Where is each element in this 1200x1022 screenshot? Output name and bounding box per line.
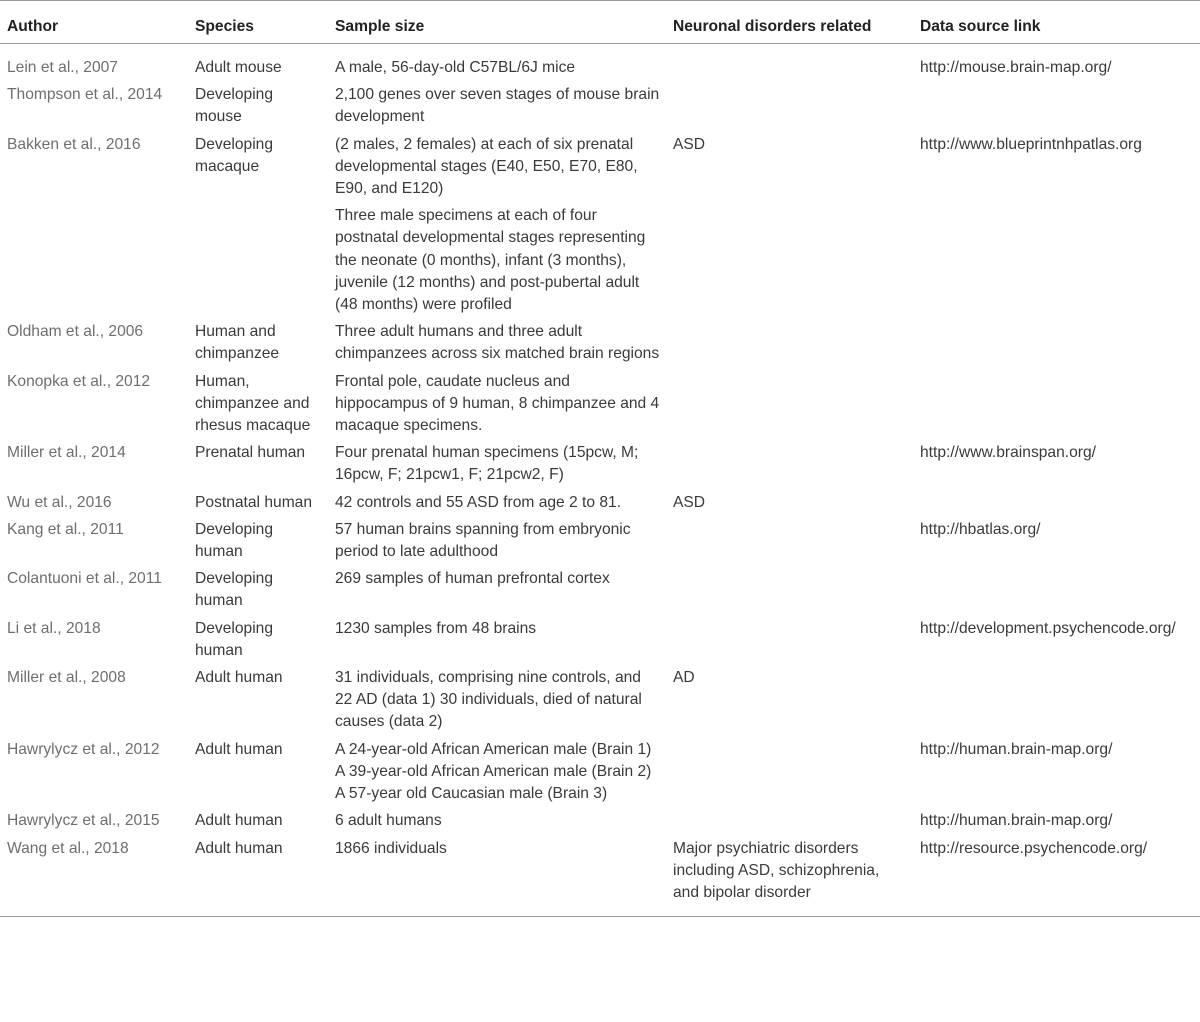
cell-species: Human, chimpanzee and rhesus macaque: [195, 372, 311, 435]
cell-disorders: [666, 84, 913, 133]
cell-sample-size: Frontal pole, caudate nucleus and hippocampus of 9 human, 8 chimpanzee and 4 macaque specimens.: [335, 372, 660, 435]
cell-sample-size: 1230 samples from 48 brains: [335, 619, 537, 637]
cell-sample-size: 31 individuals, comprising nine controls, and 22 AD (data 1) 30 individuals, died of natural causes (data 2): [335, 669, 642, 731]
table-row: [0, 442, 1200, 491]
cell-species: Developing human: [195, 520, 274, 561]
cell-disorders: [666, 519, 913, 568]
cell-sample-size: 269 samples of human prefrontal cortex: [335, 570, 610, 588]
cell-disorders: [666, 739, 913, 811]
table-row: [0, 810, 1200, 837]
table-row: [0, 44, 1200, 85]
table-row: [0, 84, 1200, 133]
cell-sample-size: 2,100 genes over seven stages of mouse brain development: [335, 86, 660, 126]
cell-author: Wang et al., 2018: [0, 838, 188, 917]
cell-data-source-link[interactable]: http://www.brainspan.org/: [920, 444, 1096, 462]
cell-disorders: [666, 618, 913, 667]
cell-sample-size: Four prenatal human specimens (15pcw, M; 16pcw, F; 21pcw1, F; 21pcw2, F): [335, 444, 639, 484]
cell-data-source-link[interactable]: http://development.psychencode.org/: [920, 619, 1176, 637]
cell-disorders: ASD: [673, 493, 706, 511]
table-row: [0, 838, 1200, 917]
header-disorders: Neuronal disorders related: [666, 1, 913, 44]
cell-author: Kang et al., 2011: [7, 520, 124, 538]
header-author: Author: [0, 1, 188, 44]
cell-author: [0, 205, 188, 321]
cell-data-source-link: [913, 84, 1200, 133]
cell-species: Developing human: [195, 570, 274, 610]
cell-data-source-link: [913, 568, 1200, 617]
cell-disorders: [666, 442, 913, 491]
cell-species: Adult mouse: [195, 59, 282, 76]
cell-author: Wu et al., 2016: [7, 493, 112, 511]
cell-data-source-link: [913, 205, 1200, 321]
cell-disorders: [666, 205, 913, 321]
cell-data-source-link: [913, 667, 1200, 739]
cell-disorders: [666, 321, 913, 370]
cell-disorders: [666, 810, 913, 837]
header-data-source: Data source link: [913, 1, 1200, 44]
cell-author: Oldham et al., 2006: [7, 323, 144, 341]
cell-author: Konopka et al., 2012: [7, 372, 151, 390]
cell-sample-size: A male, 56-day-old C57BL/6J mice: [335, 59, 576, 76]
cell-species: Human and chimpanzee: [195, 323, 280, 363]
cell-author: Hawrylycz et al., 2015: [7, 812, 160, 830]
cell-species: Adult human: [195, 740, 283, 758]
table-row: [0, 568, 1200, 617]
table-body: [0, 44, 1200, 917]
cell-sample-size: 42 controls and 55 ASD from age 2 to 81.: [335, 493, 622, 511]
cell-species: Postnatal human: [195, 493, 313, 511]
cell-species: Developing macaque: [195, 135, 274, 175]
cell-author: Miller et al., 2008: [7, 669, 126, 687]
cell-data-source-link[interactable]: http://human.brain-map.org/: [920, 812, 1113, 830]
cell-species: Adult human: [188, 838, 328, 917]
cell-species: Developing mouse: [195, 86, 274, 126]
cell-author: Thompson et al., 2014: [7, 86, 163, 104]
cell-sample-size: (2 males, 2 females) at each of six prenatal developmental stages (E40, E50, E70, E80, E90, and E120): [335, 135, 638, 198]
cell-disorders: Major psychiatric disorders including ASD, schizophrenia, and bipolar disorder: [666, 838, 913, 917]
cell-disorders: ASD: [673, 135, 706, 153]
cell-sample-size: A 24-year-old African American male (Brain 1) A 39-year-old African American male (Brain 2) A 57-year old Caucasian male (Brain 3): [335, 740, 652, 803]
cell-author: Hawrylycz et al., 2012: [7, 740, 160, 758]
cell-data-source-link[interactable]: http://hbatlas.org/: [920, 520, 1041, 538]
table-row: [0, 371, 1200, 443]
cell-disorders: [666, 568, 913, 617]
cell-disorders: [666, 44, 913, 85]
table-row: [0, 492, 1200, 519]
table-row: [0, 739, 1200, 811]
cell-species: Developing human: [195, 619, 274, 659]
cell-sample-size: 1866 individuals: [328, 838, 666, 917]
cell-data-source-link[interactable]: http://mouse.brain-map.org/: [920, 59, 1112, 76]
cell-author: Colantuoni et al., 2011: [7, 570, 162, 588]
table-row: [0, 667, 1200, 739]
cell-sample-size: 57 human brains spanning from embryonic period to late adulthood: [335, 520, 631, 561]
cell-species: [188, 205, 328, 321]
cell-disorders: [666, 371, 913, 443]
table-row: [0, 321, 1200, 370]
cell-author: Lein et al., 2007: [7, 59, 118, 76]
header-sample-size: Sample size: [328, 1, 666, 44]
cell-sample-size: Three adult humans and three adult chimpanzees across six matched brain regions: [335, 323, 660, 363]
header-species: Species: [188, 1, 328, 44]
cell-data-source-link: [913, 321, 1200, 370]
cell-species: Prenatal human: [195, 444, 306, 462]
cell-data-source-link[interactable]: http://resource.psychencode.org/: [913, 838, 1200, 917]
table-header: [0, 1, 1200, 44]
table-row: [0, 519, 1200, 568]
cell-disorders: AD: [673, 669, 695, 687]
cell-author: Miller et al., 2014: [7, 444, 126, 462]
table-row: [0, 618, 1200, 667]
cell-author: Li et al., 2018: [7, 619, 101, 637]
header-row: [0, 1, 1200, 44]
cell-data-source-link: [913, 492, 1200, 519]
table-row: [0, 205, 1200, 321]
table-row: [0, 134, 1200, 206]
cell-sample-size: Three male specimens at each of four postnatal developmental stages representing the neonate (0 months), infant (3 months), juvenile (12 months) and post-pubertal adult (48 months) were profiled: [335, 207, 646, 314]
cell-data-source-link[interactable]: http://www.blueprintnhpatlas.org: [920, 135, 1142, 153]
cell-data-source-link[interactable]: http://human.brain-map.org/: [920, 740, 1113, 758]
cell-data-source-link: [913, 371, 1200, 443]
cell-author: Bakken et al., 2016: [7, 135, 141, 153]
cell-species: Adult human: [195, 812, 283, 830]
cell-sample-size: 6 adult humans: [335, 812, 442, 830]
cell-species: Adult human: [195, 669, 283, 687]
